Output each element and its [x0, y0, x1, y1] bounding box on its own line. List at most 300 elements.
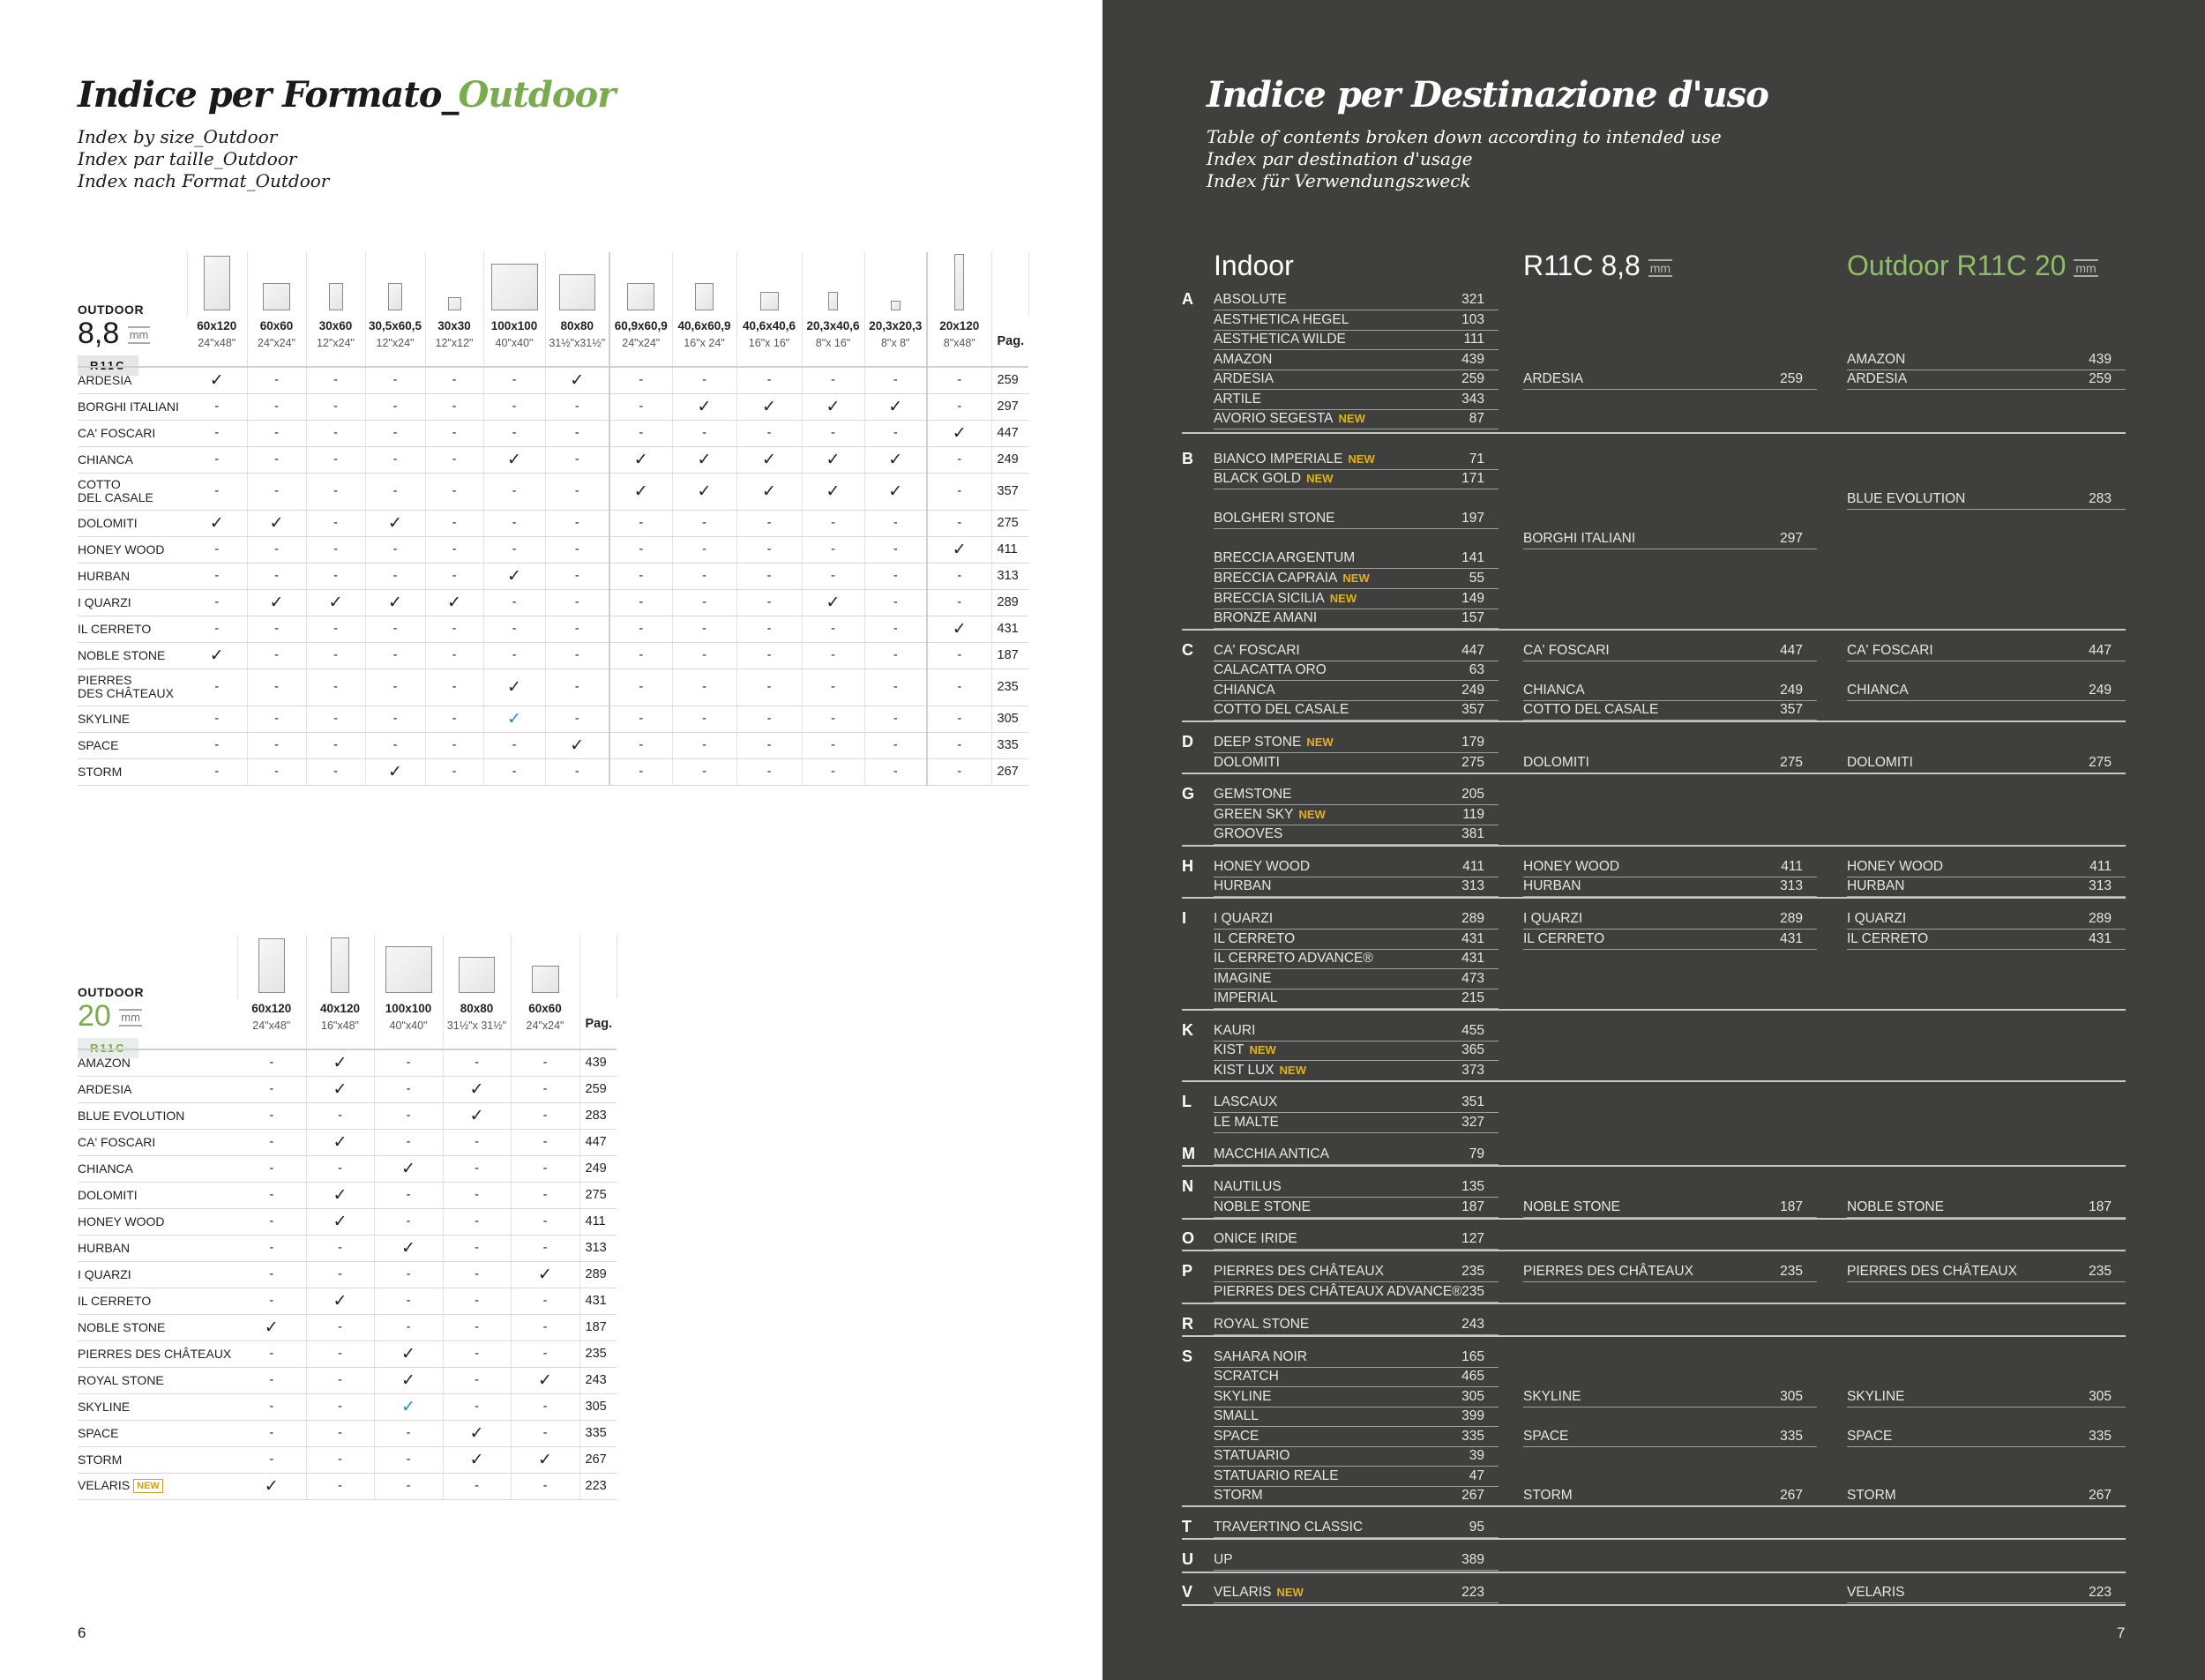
dash-mark: - [365, 473, 425, 510]
page-ref: 439 [1461, 352, 1484, 367]
dash-mark: - [306, 1473, 374, 1499]
check-mark: ✓ [864, 446, 927, 473]
page-ref: 215 [1461, 990, 1484, 1005]
section-divider [1182, 629, 2126, 631]
pag-spacer [991, 252, 1028, 316]
check-mark: ✓ [927, 420, 991, 446]
page-ref: 289 [2089, 911, 2112, 926]
table-row [78, 473, 1028, 510]
dash-mark: - [483, 420, 545, 446]
size-inch: 8"x48" [943, 337, 975, 349]
dash-mark: - [306, 510, 365, 536]
index-row [1214, 825, 1499, 845]
index-letter: H [1182, 857, 1193, 875]
dash-mark: - [237, 1420, 306, 1446]
product-name: HURBAN [78, 563, 187, 589]
product-name: HONEY WOOD [1847, 859, 1944, 874]
dash-mark: - [609, 616, 672, 642]
page-ref: 431 [1461, 931, 1484, 946]
dash-mark: - [374, 1314, 443, 1340]
page-ref: 135 [1461, 1179, 1484, 1194]
product-name: STATUARIO REALE [1214, 1468, 1339, 1483]
dash-mark: - [927, 473, 991, 510]
table-row [78, 1367, 617, 1393]
tile-shape-icon [695, 283, 714, 310]
product-name: CHIANCA [78, 446, 187, 473]
dash-mark: - [511, 1076, 579, 1102]
check-mark: ✓ [306, 589, 365, 616]
size-inch: 24"x24" [258, 337, 295, 349]
product-name: SKYLINE [1214, 1389, 1272, 1404]
page-ref: 411 [1781, 859, 1803, 874]
product-name: COTTO DEL CASALE [1214, 702, 1349, 717]
index-letter: T [1182, 1518, 1192, 1535]
product-name: AESTHETICA WILDE [1214, 332, 1346, 347]
page-ref: 357 [991, 473, 1028, 510]
page-subtitles [78, 126, 329, 192]
product-name: BORGHI ITALIANI [1523, 531, 1636, 546]
page-ref: 289 [991, 589, 1028, 616]
dash-mark: - [425, 420, 483, 446]
index-row [1214, 1093, 1499, 1113]
table-row [78, 1473, 617, 1499]
new-label: NEW [1306, 472, 1334, 485]
dash-mark: - [609, 732, 672, 758]
index-letter: A [1182, 290, 1193, 308]
index-row [1214, 609, 1499, 629]
index-row [1214, 589, 1499, 609]
index-row [1523, 1262, 1817, 1282]
dash-mark: - [609, 642, 672, 668]
size-header-cell [247, 316, 306, 367]
dash-mark: - [864, 563, 927, 589]
index-row [1847, 1427, 2126, 1447]
new-label: NEW [1329, 592, 1357, 605]
index-row [1214, 877, 1499, 897]
index-row [1214, 1348, 1499, 1368]
tile-shape-icon [954, 254, 964, 310]
size-cm: 20x120 [939, 319, 980, 332]
dash-mark: - [511, 1049, 579, 1076]
product-name: NOBLE STONE [1523, 1199, 1620, 1214]
dash-mark: - [609, 536, 672, 563]
page-ref: 267 [991, 758, 1028, 785]
section-divider [1182, 1572, 2126, 1573]
product-name: IL CERRETO [78, 616, 187, 642]
tile-shape-cell [187, 252, 247, 316]
dash-mark: - [187, 393, 247, 420]
index-row [1523, 877, 1817, 897]
dash-mark: - [864, 589, 927, 616]
dash-mark: - [374, 1446, 443, 1473]
dash-mark: - [306, 706, 365, 732]
dash-mark: - [306, 1340, 374, 1367]
dash-mark: - [365, 668, 425, 706]
dash-mark: - [864, 668, 927, 706]
dash-mark: - [672, 668, 736, 706]
page-ref: 119 [1462, 807, 1484, 822]
check-mark: ✓ [736, 393, 802, 420]
dash-mark: - [802, 420, 864, 446]
index-row [1214, 1021, 1499, 1042]
size-cm: 30,5x60,5 [368, 319, 422, 332]
index-row [1214, 641, 1499, 661]
title-accent: Outdoor [458, 74, 616, 116]
product-name: NOBLE STONE [78, 642, 187, 668]
product-name: STORM [78, 758, 187, 785]
dash-mark: - [374, 1288, 443, 1314]
dash-mark: - [483, 393, 545, 420]
table-row [78, 1155, 617, 1182]
size-inch: 12"x24" [317, 337, 355, 349]
dash-mark: - [247, 668, 306, 706]
tile-shape-icon [459, 957, 495, 993]
index-row [1214, 350, 1499, 370]
dash-mark: - [237, 1235, 306, 1261]
size-header-cell [609, 316, 672, 367]
check-mark: ✓ [672, 393, 736, 420]
page-ref: 411 [1462, 859, 1484, 874]
check-mark: ✓ [672, 446, 736, 473]
left-page [0, 0, 1102, 1680]
product-name: CALACATTA ORO [1214, 662, 1327, 677]
dash-mark: - [545, 758, 609, 785]
index-letter: V [1182, 1583, 1193, 1601]
page-ref: 473 [1461, 971, 1484, 986]
tile-shape-cell [306, 252, 365, 316]
section-divider [1182, 1604, 2126, 1606]
product-name: HURBAN [1847, 878, 1905, 893]
product-name: CA' FOSCARI [78, 420, 187, 446]
index-row [1523, 1427, 1817, 1447]
check-mark: ✓ [237, 1314, 306, 1340]
thickness-unit: mm [119, 1009, 142, 1027]
table-row [78, 668, 1028, 706]
dash-mark: - [374, 1129, 443, 1155]
page-ref: 431 [579, 1288, 617, 1314]
check-mark: ✓ [736, 473, 802, 510]
page-ref: 267 [1780, 1488, 1803, 1503]
index-row [1214, 370, 1499, 390]
page-ref: 235 [991, 668, 1028, 706]
index-row [1214, 569, 1499, 589]
product-name: AMAZON [78, 1049, 237, 1076]
dash-mark: - [306, 420, 365, 446]
table-row [78, 1288, 617, 1314]
check-mark: ✓ [306, 1076, 374, 1102]
product-name: NOBLE STONE [1847, 1199, 1944, 1214]
product-name: PIERRES DES CHÂTEAUX [78, 668, 187, 706]
dash-mark: - [425, 393, 483, 420]
dash-mark: - [864, 642, 927, 668]
page-ref: 381 [1461, 826, 1484, 841]
product-name: AMAZON [1847, 352, 1906, 367]
table-row [78, 1102, 617, 1129]
dash-mark: - [306, 563, 365, 589]
dash-mark: - [306, 393, 365, 420]
page-ref: 235 [1780, 1264, 1803, 1279]
dash-mark: - [672, 510, 736, 536]
page-ref: 321 [1461, 292, 1484, 307]
page-ref: 95 [1469, 1519, 1484, 1534]
tile-shape-cell [483, 252, 545, 316]
dash-mark: - [306, 1314, 374, 1340]
check-mark: ✓ [927, 616, 991, 642]
dash-mark: - [425, 668, 483, 706]
check-mark: ✓ [927, 536, 991, 563]
tile-shape-icon [263, 283, 290, 310]
product-name: BLUE EVOLUTION [78, 1102, 237, 1129]
dash-mark: - [672, 706, 736, 732]
dash-mark: - [511, 1340, 579, 1367]
table-row [78, 563, 1028, 589]
index-row [1214, 969, 1499, 989]
dash-mark: - [672, 420, 736, 446]
tile-shape-icon [385, 946, 432, 993]
tile-shape-cell [545, 252, 609, 316]
subtitle-de: Index nach Format_Outdoor [78, 170, 330, 191]
dash-mark: - [545, 642, 609, 668]
page-ref: 141 [1461, 550, 1484, 565]
dash-mark: - [927, 563, 991, 589]
section-divider [1182, 432, 2126, 434]
product-name: CHIANCA [1214, 683, 1275, 698]
index-row [1214, 700, 1499, 721]
outdoor-label-text: OUTDOOR [78, 985, 145, 999]
dash-mark: - [425, 732, 483, 758]
page-ref: 431 [991, 616, 1028, 642]
product-name: DOLOMITI [78, 510, 187, 536]
new-label: NEW [1348, 452, 1375, 466]
page-ref: 243 [579, 1367, 617, 1393]
page-ref: 313 [1780, 878, 1803, 893]
dash-mark: - [247, 616, 306, 642]
index-row [1214, 681, 1499, 701]
tile-shape-cell [736, 252, 802, 316]
column-header-outdoor [1847, 250, 2098, 282]
dash-mark: - [306, 1102, 374, 1129]
tile-shape-row [78, 935, 617, 998]
page-ref: 47 [1469, 1468, 1484, 1483]
subtitle-fr: Index par taille_Outdoor [78, 148, 297, 169]
r11c-badge: R11C [78, 1038, 138, 1058]
product-name: HURBAN [78, 1235, 237, 1261]
dash-mark: - [483, 473, 545, 510]
section-divider [1182, 773, 2126, 774]
product-name: SPACE [1847, 1429, 1893, 1444]
dash-mark: - [237, 1102, 306, 1129]
product-name: HONEY WOOD [78, 1208, 237, 1235]
dash-mark: - [483, 510, 545, 536]
dash-mark: - [609, 510, 672, 536]
index-row [1214, 409, 1499, 429]
dash-mark: - [545, 589, 609, 616]
product-name: CHIANCA [78, 1155, 237, 1182]
page-ref: 411 [991, 536, 1028, 563]
product-name: ARDESIA [78, 1076, 237, 1102]
page-ref: 297 [991, 393, 1028, 420]
tile-shape-icon [448, 297, 461, 310]
page-ref: 187 [579, 1314, 617, 1340]
dash-mark: - [443, 1235, 511, 1261]
check-mark: ✓ [802, 446, 864, 473]
check-mark: ✓ [802, 589, 864, 616]
product-name: SKYLINE [1523, 1389, 1581, 1404]
page-ref: 71 [1469, 452, 1484, 467]
product-name: STORM [1523, 1488, 1573, 1503]
index-row [1214, 733, 1499, 753]
check-mark: ✓ [237, 1473, 306, 1499]
size-inch: 8"x 16" [815, 337, 851, 349]
page-ref: 351 [1461, 1094, 1484, 1109]
product-name: HURBAN [1523, 878, 1581, 893]
dash-mark: - [374, 1420, 443, 1446]
size-inch: 40"x40" [389, 1019, 428, 1032]
product-name: IL CERRETO [1847, 931, 1929, 946]
dash-mark: - [237, 1340, 306, 1367]
index-row [1214, 390, 1499, 410]
page-ref: 305 [1780, 1389, 1803, 1404]
index-row [1214, 1145, 1499, 1165]
dash-mark: - [306, 1261, 374, 1288]
r11c-badge: R11C [78, 355, 138, 376]
dash-mark: - [609, 589, 672, 616]
page-ref: 259 [579, 1076, 617, 1102]
index-row [1847, 1198, 2126, 1218]
product-name: I QUARZI [78, 1261, 237, 1288]
product-name: DOLOMITI [78, 1182, 237, 1208]
product-name: UP [1214, 1552, 1233, 1567]
index-row [1214, 1518, 1499, 1538]
check-mark: ✓ [609, 446, 672, 473]
index-row [1214, 1583, 1499, 1603]
product-name: STORM [1214, 1488, 1263, 1503]
column-header-r11c [1523, 250, 1672, 282]
index-letter: C [1182, 641, 1193, 659]
section-divider [1182, 1218, 2126, 1220]
dash-mark: - [443, 1473, 511, 1499]
index-row [1214, 290, 1499, 310]
product-name: VELARIS NEW [78, 1473, 237, 1499]
size-inch: 24"x48" [198, 337, 236, 349]
dash-mark: - [672, 367, 736, 393]
check-mark: ✓ [483, 706, 545, 732]
index-row [1847, 641, 2126, 661]
page-ref: 79 [1469, 1146, 1484, 1161]
index-row [1523, 1387, 1817, 1407]
index-row [1214, 330, 1499, 350]
dash-mark: - [927, 732, 991, 758]
check-mark: ✓ [672, 473, 736, 510]
dash-mark: - [672, 616, 736, 642]
product-name: SPACE [1523, 1429, 1569, 1444]
table-row [78, 1235, 617, 1261]
check-mark: ✓ [365, 510, 425, 536]
size-cm: 30x60 [318, 319, 353, 332]
index-letter: R [1182, 1315, 1193, 1333]
size-inch: 24"x24" [526, 1019, 564, 1032]
tile-shape-cell [864, 252, 927, 316]
product-name: BORGHI ITALIANI [78, 393, 187, 420]
page-ref: 431 [1461, 951, 1484, 966]
page-ref: 249 [1461, 683, 1484, 698]
dash-mark: - [483, 732, 545, 758]
check-mark: ✓ [511, 1367, 579, 1393]
section-divider [1182, 1250, 2126, 1251]
table-row [78, 706, 1028, 732]
dash-mark: - [425, 616, 483, 642]
product-name: LE MALTE [1214, 1115, 1279, 1130]
index-letter: O [1182, 1229, 1195, 1247]
size-table-8-8 [78, 252, 1029, 786]
product-name: ROYAL STONE [1214, 1317, 1310, 1332]
page-ref: 335 [1780, 1429, 1803, 1444]
page-ref: 259 [1780, 371, 1803, 386]
product-name: IMPERIAL [1214, 990, 1278, 1005]
check-mark: ✓ [374, 1235, 443, 1261]
product-name: TRAVERTINO CLASSIC [1214, 1519, 1364, 1534]
index-row [1214, 1315, 1499, 1335]
page-ref: 447 [991, 420, 1028, 446]
index-row [1214, 469, 1499, 489]
product-name: IL CERRETO [1214, 931, 1296, 946]
dash-mark: - [306, 1420, 374, 1446]
page-ref: 275 [2089, 755, 2112, 770]
size-inch: 31½"x 31½" [446, 1019, 507, 1032]
page-ref: 305 [2089, 1389, 2112, 1404]
dash-mark: - [306, 1155, 374, 1182]
size-inch: 40"x40" [495, 337, 534, 349]
new-label: NEW [1342, 571, 1370, 585]
dash-mark: - [802, 668, 864, 706]
index-letter: B [1182, 450, 1193, 467]
index-row [1523, 930, 1817, 950]
dash-mark: - [609, 758, 672, 785]
index-row [1214, 989, 1499, 1009]
dash-mark: - [672, 732, 736, 758]
tile-shape-icon [559, 274, 595, 310]
size-inch: 12"x12" [435, 337, 474, 349]
index-row [1847, 877, 2126, 897]
index-row [1847, 1486, 2126, 1506]
dash-mark: - [365, 616, 425, 642]
dash-mark: - [365, 536, 425, 563]
dash-mark: - [927, 668, 991, 706]
new-label: NEW [1306, 735, 1334, 749]
page-ref: 335 [579, 1420, 617, 1446]
dash-mark: - [306, 446, 365, 473]
page-ref: 335 [991, 732, 1028, 758]
table-row [78, 1420, 617, 1446]
index-row [1214, 805, 1499, 825]
product-name: AMAZON [1214, 352, 1273, 367]
page-ref: 149 [1461, 591, 1484, 606]
index-row [1214, 549, 1499, 569]
dash-mark: - [545, 536, 609, 563]
page-ref: 455 [1461, 1023, 1484, 1038]
check-mark: ✓ [483, 668, 545, 706]
check-mark: ✓ [545, 367, 609, 393]
dash-mark: - [864, 616, 927, 642]
dash-mark: - [237, 1208, 306, 1235]
page-ref: 447 [579, 1129, 617, 1155]
dash-mark: - [306, 473, 365, 510]
new-label: NEW [1276, 1586, 1304, 1599]
product-name: AVORIO SEGESTA NEW [1214, 411, 1365, 426]
tile-shape-icon [331, 937, 349, 993]
page-ref: 297 [1780, 531, 1803, 546]
dash-mark: - [511, 1288, 579, 1314]
